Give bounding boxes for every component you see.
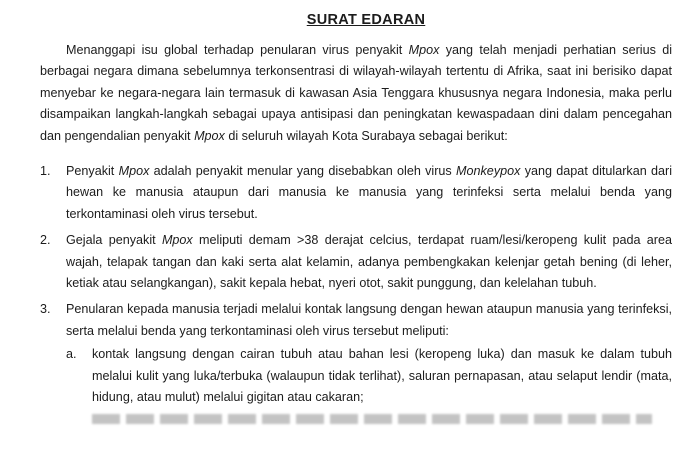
intro-paragraph (40, 40, 672, 147)
cutoff-text-line (92, 414, 652, 424)
intro-text: di seluruh wilayah Kota Surabaya sebagai berikut: (224, 128, 508, 143)
intro-mpox: Mpox (194, 128, 225, 143)
intro-text: Menanggapi isu global terhadap penularan virus penyakit (66, 43, 409, 57)
list-item-text: Gejala penyakit Mpox meliputi demam >38 derajat celcius, terdapat ruam/lesi/keropeng kulit pada area wajah, telapak tangan dan kaki serta alat kelamin, adanya pembengkakan kelenjar getah bening (di leher, ketiak atau selangkangan), sakit kepala hebat, nyeri otot, sakit punggung, dan kelelahan tubuh. (66, 233, 672, 291)
numbered-list (40, 161, 672, 408)
list-item-text: Penyakit Mpox adalah penyakit menular yang disebabkan oleh virus Monkeypox yang dapat ditularkan dari hewan ke manusia ataupun dari manusia ke manusia yang terinfeksi serta melalui benda yang terkontaminasi oleh virus tersebut. (66, 164, 672, 221)
intro-mpox: Mpox (408, 43, 440, 57)
intro-text: yang telah menjadi perhatian serius di berbagai negara dimana sebelumnya terkonsentrasi di wilayah-wilayah tertentu di Afrika, saat ini berisiko dapat menyebar ke negara-negara lain termasuk di kawasan Asia Tenggara khususnya negara Indonesia, maka perlu disampaikan langkah-langkah sebagai upaya antisipasi dan peningkatan kewaspadaan dini dalam pencegahan dan pengendalian penyakit (40, 43, 673, 143)
list-number: 1. (40, 164, 51, 179)
list-item-1 (40, 161, 672, 225)
sub-item-a (66, 344, 672, 408)
list-item-text: Penularan kepada manusia terjadi melalui kontak langsung dengan hewan ataupun manusia yang terinfeksi, serta melalui benda yang terkontaminasi oleh virus tersebut meliputi: (66, 302, 672, 338)
sub-letter: a. (66, 347, 77, 362)
list-number: 3. (40, 302, 51, 317)
document-title: SURAT EDARAN (306, 12, 426, 28)
sub-item-text: kontak langsung dengan cairan tubuh atau bahan lesi (keropeng luka) dan masuk ke dalam tubuh melalui kulit yang luka/terbuka (walaupun tidak terlihat), saluran pernapasan, atau selaput lendir (mata, hidung, atau mulut) melalui gigitan atau cakaran; (92, 347, 672, 405)
list-item-3 (40, 299, 672, 408)
list-item-2 (40, 230, 672, 294)
list-number: 2. (40, 233, 51, 248)
list-item-text (66, 299, 672, 408)
